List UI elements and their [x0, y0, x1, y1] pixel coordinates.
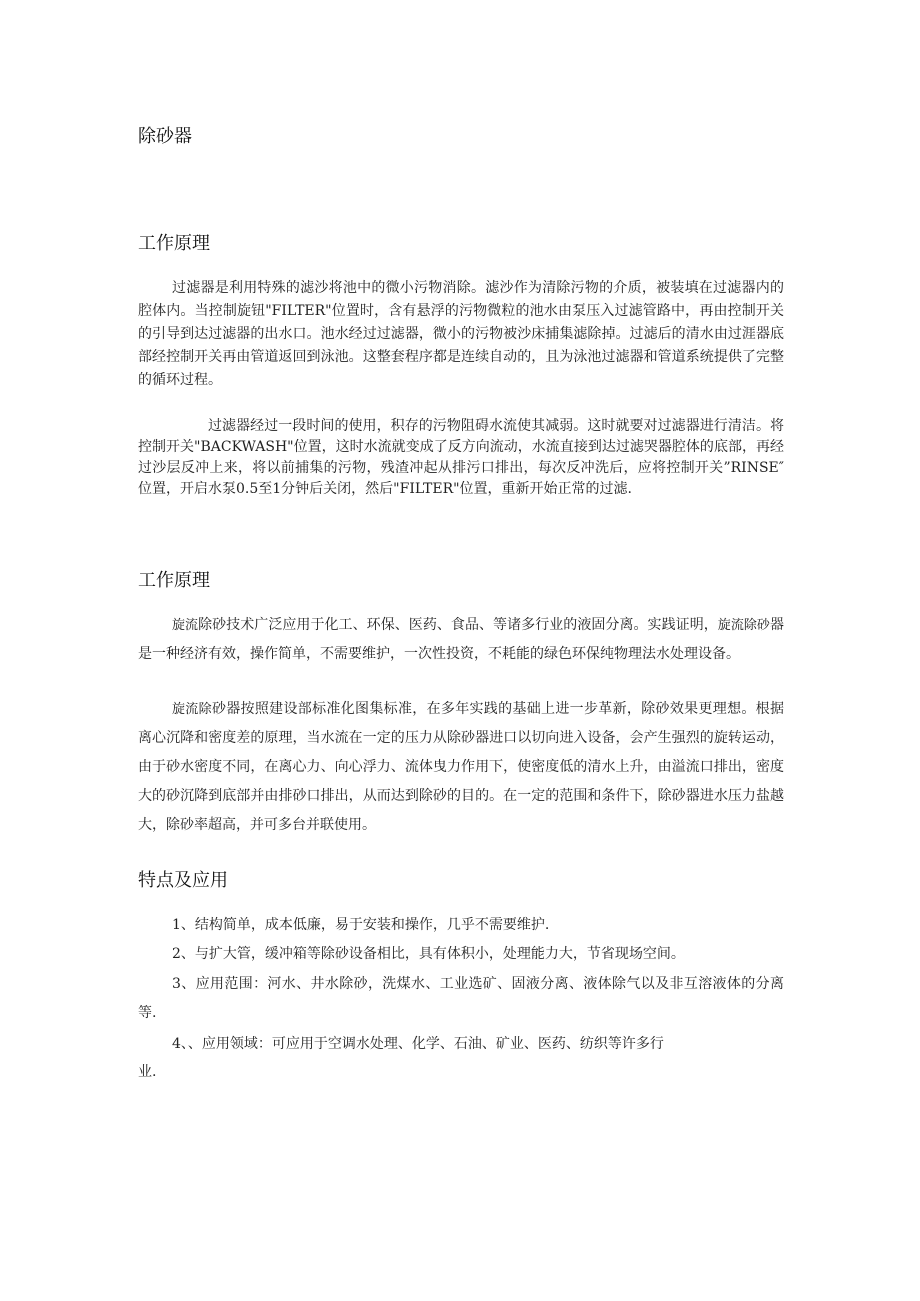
bold-text-cyclone: 旋流: [172, 618, 199, 633]
section-heading-features: 特点及应用: [138, 870, 228, 891]
bold-text-cyclone-desander: 旋流除砂: [717, 618, 770, 633]
text-run: 器是一种经济有效，操作简单，不需要维护，一次性投资，不耗能的绿色环保纯物理法水处理设备。: [138, 617, 784, 662]
paragraph-filter-principle: 过滤器是利用特殊的滤沙将池中的微小污物消除。滤沙作为清除污物的介质，被装填在过滤器内的腔体内。当控制旋钮"FILTER"位置时，含有悬浮的污物微粒的池水由泵压入过滤管路中，再由控制开关的引导到达过滤器的出水口。池水经过过滤器，微小的污物被沙床捕集滤除掉。过滤后的清水由过涯器底部经控制开关再由管道返回到泳池。这整套程序都是连续自动的，且为泳池过滤器和管道系统提供了完整的循环过程。: [138, 280, 784, 388]
text-run: 砂器按照建设部标准化图集标准，在多年实践的基础上进一步革新，除砂效果更理想。根据离心沉降和密度差的原理，当水流在一定的压力从除砂器进口以切向进入设备，会产生强烈的旋转运动，由于砂水密度不同，在离心力、向心浮力、流体曳力作用下，使密度低的清水上升，由溢流口排出，密度大的砂沉降到底部并由排砂口排出，从而达到除砂的目的。在一定的范围和条件下，除砂器进水压力盐越大，除砂率超高，并可多台并联使用。: [138, 701, 784, 833]
paragraph-filter-backwash: 过滤器经过一段时间的使用，积存的污物阻碍水流使其减弱。这时就要对过滤器进行清洁。将控制开关"BACKWASH"位置，这时水流就变成了反方向流动，水流直接到达过滤哭器腔体的底部，再经过沙层反冲上来，将以前捕集的污物，残渣冲起从排污口排出，每次反冲洗后，应将控制开关”RINSE″位置，开启水泵0.5至1分钟后关闭，然后"FILTER"位置，重新开始正常的过滤.: [138, 418, 784, 497]
section-heading-principle-2: 工作原理: [138, 570, 210, 591]
paragraph-cyclone-intro: [138, 611, 784, 669]
feature-item-3: 3、应用范围：河水、井水除砂，洗煤水、工业选矿、固液分离、液体除气以及非互溶液体的分离等.: [138, 976, 784, 1021]
feature-item-4-continued: 业.: [138, 1064, 157, 1080]
document-title: 除砂器: [138, 126, 192, 147]
section-heading-principle-1: 工作原理: [138, 233, 210, 254]
feature-item-4: 4、、应用领域：可应用于空调水处理、化学、石油、矿业、医药、纺织等许多行: [172, 1036, 664, 1052]
bold-text-cyclone-remove: 旋流除: [172, 702, 212, 717]
feature-item-2: 2、与扩大管，缓冲箱等除砂设备相比，具有体积小，处理能力大，节省现场空间。: [172, 946, 685, 962]
feature-item-1: 1、结构简单，成本低廉，易于安装和操作，几乎不需要维护.: [172, 917, 550, 933]
text-run: 除砂技术广泛应用于化工、环保、医药、食品、等诸多行业的液固分离。实践证明，: [198, 617, 718, 633]
paragraph-cyclone-principle: [138, 695, 784, 840]
